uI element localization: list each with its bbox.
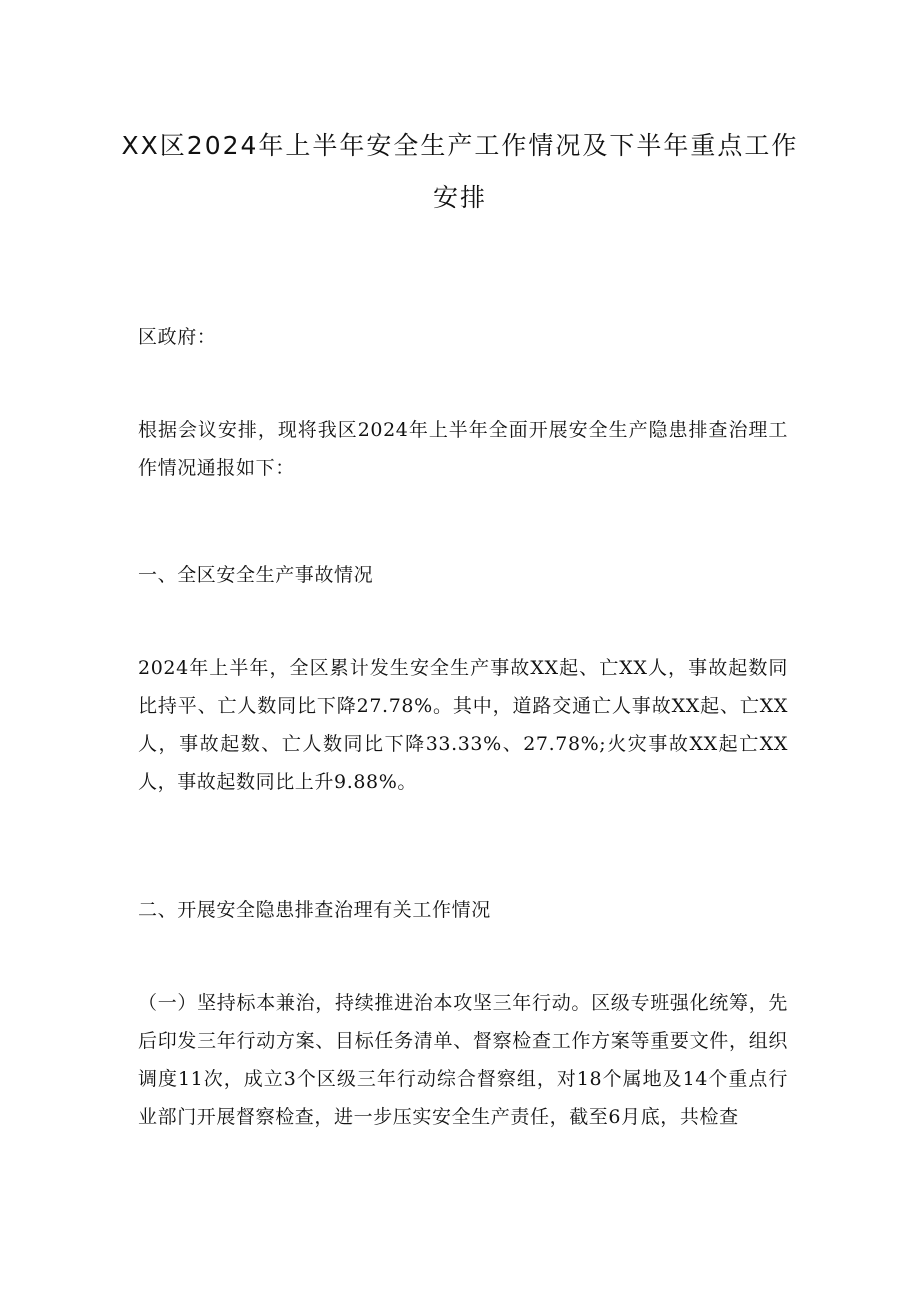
salutation: 区政府： xyxy=(138,326,217,348)
section-2-paragraph: （一）坚持标本兼治，持续推进治本攻坚三年行动。区级专班强化统筹，先后印发三年行动方案、目标任务清单、督察检查工作方案等重要文件，组织调度11次，成立3个区级三年行动综合督察组，对18个属地及14个重点行业部门开展督察检查，进一步压实安全生产责任，截至6月底，共检查 xyxy=(138,992,788,1128)
section-1-heading: 一、全区安全生产事故情况 xyxy=(138,564,374,586)
document-title: XX区2024年上半年安全生产工作情况及下半年重点工作安排 xyxy=(121,131,799,212)
section-2-heading: 二、开展安全隐患排查治理有关工作情况 xyxy=(138,899,491,921)
intro-paragraph: 根据会议安排，现将我区2024年上半年全面开展安全生产隐患排查治理工作情况通报如下： xyxy=(138,419,788,479)
section-1-paragraph: 2024年上半年，全区累计发生安全生产事故XX起、亡XX人，事故起数同比持平、亡人数同比下降27.78%。其中，道路交通亡人事故XX起、亡XX人，事故起数、亡人数同比下降33.33%、27.78%;火灾事故XX起亡XX人，事故起数同比上升9.88%。 xyxy=(138,657,788,793)
